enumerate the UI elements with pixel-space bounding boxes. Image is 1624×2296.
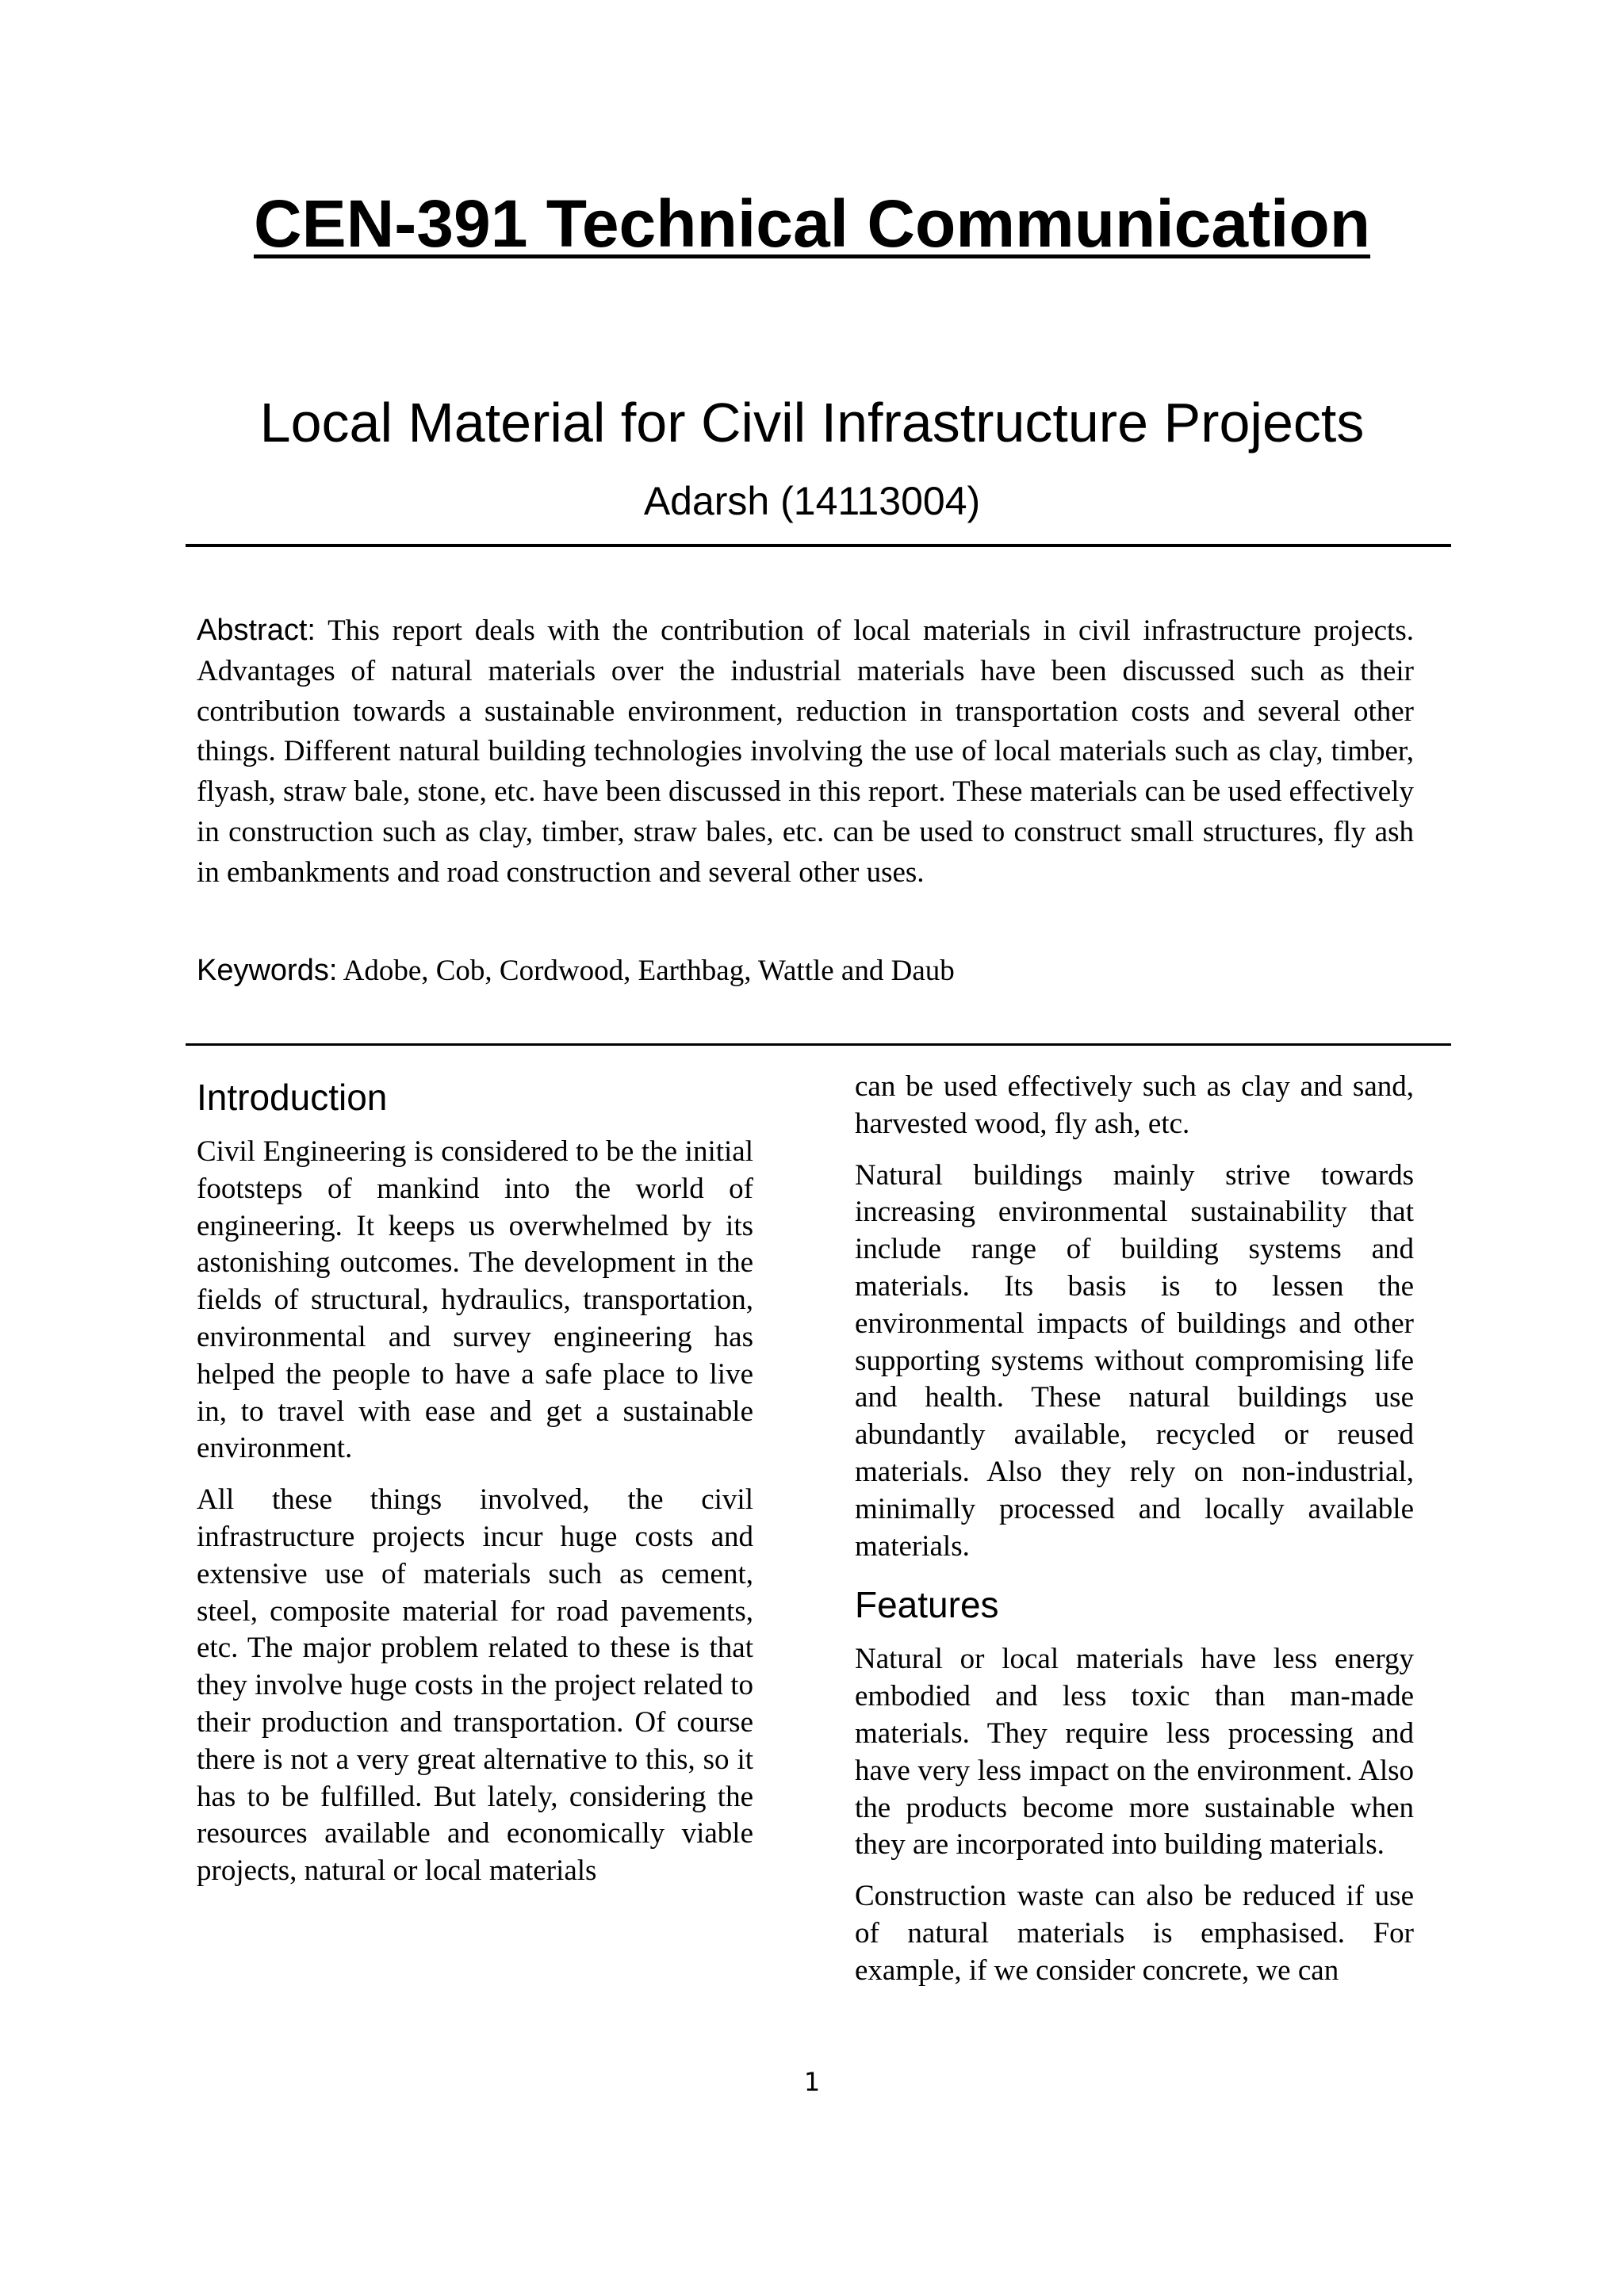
page-number: 1 bbox=[803, 2067, 821, 2097]
body-paragraph: Civil Engineering is considered to be the initial footsteps of mankind into the world of engineering. It keeps us overwhelmed by its astonishing outcomes. The development in the fields of structural, hydraulics, transportation, environmental and survey engineering has helped the people to have a safe place to live in, to travel with ease and get a sustainable environment. bbox=[197, 1135, 753, 1465]
abstract-text: This report deals with the contribution of local materials in civil infrastructure projects. Advantages of natural materials over the industrial materials have been discussed such as their contribution towards a sustainable environment, reduction in transportation costs and several other things. Different natural building technologies involving the use of local materials such as clay, timber, flyash, straw bale, stone, etc. have been discussed in this report. These materials can be used effectively in construction such as clay, timber, straw bales, etc. can be used to construct small structures, fly ash in embankments and road construction and several other uses. bbox=[197, 614, 1414, 889]
author-line: Adarsh (14113004) bbox=[643, 479, 981, 523]
body-paragraph: Natural or local materials have less energy embodied and less toxic than man-made materials. They require less processing and have very less impact on the environment. Also the products become more sustainable when they are incorporated into building materials. bbox=[855, 1643, 1414, 1862]
paper-title: Local Material for Civil Infrastructure Projects bbox=[259, 392, 1365, 453]
right-column bbox=[855, 1069, 1414, 1990]
left-column bbox=[197, 1069, 753, 1890]
section-heading-features: Features bbox=[855, 1584, 999, 1626]
body-paragraph: Natural buildings mainly strive towards increasing environmental sustainability that include range of building systems and materials. Its basis is to lessen the environmental impacts of buildings and other supporting systems without compromising life and health. These natural buildings use abundantly available, recycled or reused materials. Also they rely on non-industrial, minimally processed and locally available materials. bbox=[855, 1158, 1414, 1563]
keywords bbox=[197, 950, 1414, 992]
body-divider bbox=[186, 1043, 1451, 1046]
keywords-text: Adobe, Cob, Cordwood, Earthbag, Wattle and Daub bbox=[337, 955, 955, 987]
abstract bbox=[197, 610, 1414, 894]
body-paragraph: can be used effectively such as clay and sand, harvested wood, fly ash, etc. bbox=[855, 1070, 1414, 1140]
body-paragraph: Construction waste can also be reduced if use of natural materials is emphasised. For example, if we consider concrete, we can bbox=[855, 1880, 1414, 1987]
header-divider bbox=[186, 544, 1451, 547]
course-title: CEN-391 Technical Communication bbox=[253, 186, 1371, 261]
keywords-label: Keywords: bbox=[197, 954, 338, 987]
section-heading-introduction: Introduction bbox=[197, 1077, 388, 1118]
body-paragraph: All these things involved, the civil infrastructure projects incur huge costs and extensive use of materials such as cement, steel, composite material for road pavements, etc. The major problem related to these is that they involve huge costs in the project related to their production and transportation. Of course there is not a very great alternative to this, so it has to be fulfilled. But lately, considering the resources available and economically viable projects, natural or local materials bbox=[197, 1483, 753, 1888]
abstract-label: Abstract: bbox=[197, 614, 316, 647]
